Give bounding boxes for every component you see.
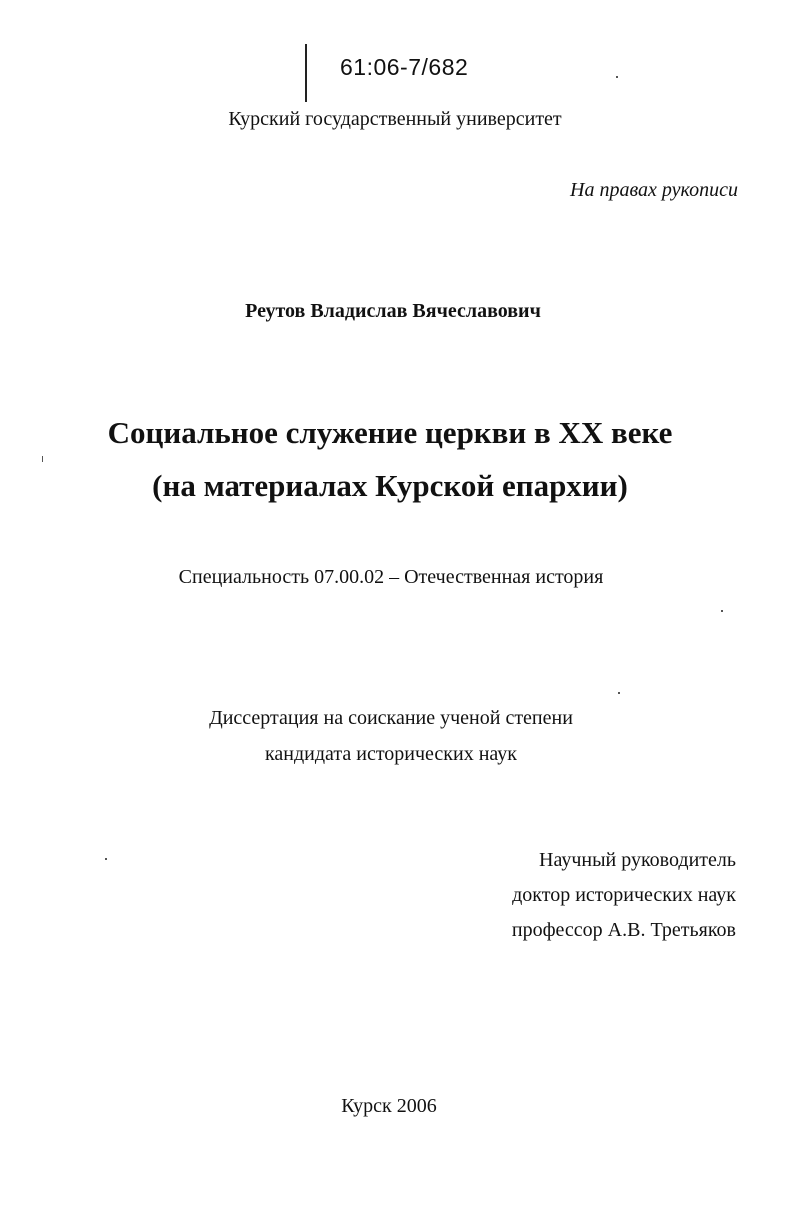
library-stamp-code: 61:06-7/682	[340, 54, 469, 80]
scan-speck	[42, 456, 43, 462]
specialty-line: Специальность 07.00.02 – Отечественная история	[178, 566, 604, 588]
supervisor-degree: доктор исторических наук	[512, 884, 736, 906]
supervisor-name: профессор А.В. Третьяков	[511, 919, 736, 941]
stamp-divider	[305, 44, 307, 102]
university-name: Курский государственный университет	[228, 108, 562, 130]
degree-statement-line-2: кандидата исторических наук	[264, 743, 518, 765]
manuscript-rights-note: На правах рукописи	[570, 179, 738, 201]
scan-speck	[105, 858, 107, 860]
scan-speck	[721, 610, 723, 612]
supervisor-role: Научный руководитель	[539, 849, 736, 871]
scan-speck	[616, 76, 618, 78]
degree-statement-line-1: Диссертация на соискание ученой степени	[209, 707, 573, 729]
thesis-title-line-2: (на материалах Курской епархии)	[152, 468, 628, 503]
city-year: Курск 2006	[341, 1095, 437, 1117]
author-name: Реутов Владислав Вячеславович	[245, 300, 541, 322]
thesis-title-line-1: Социальное служение церкви в XX веке	[107, 415, 673, 450]
scan-speck	[618, 692, 620, 694]
